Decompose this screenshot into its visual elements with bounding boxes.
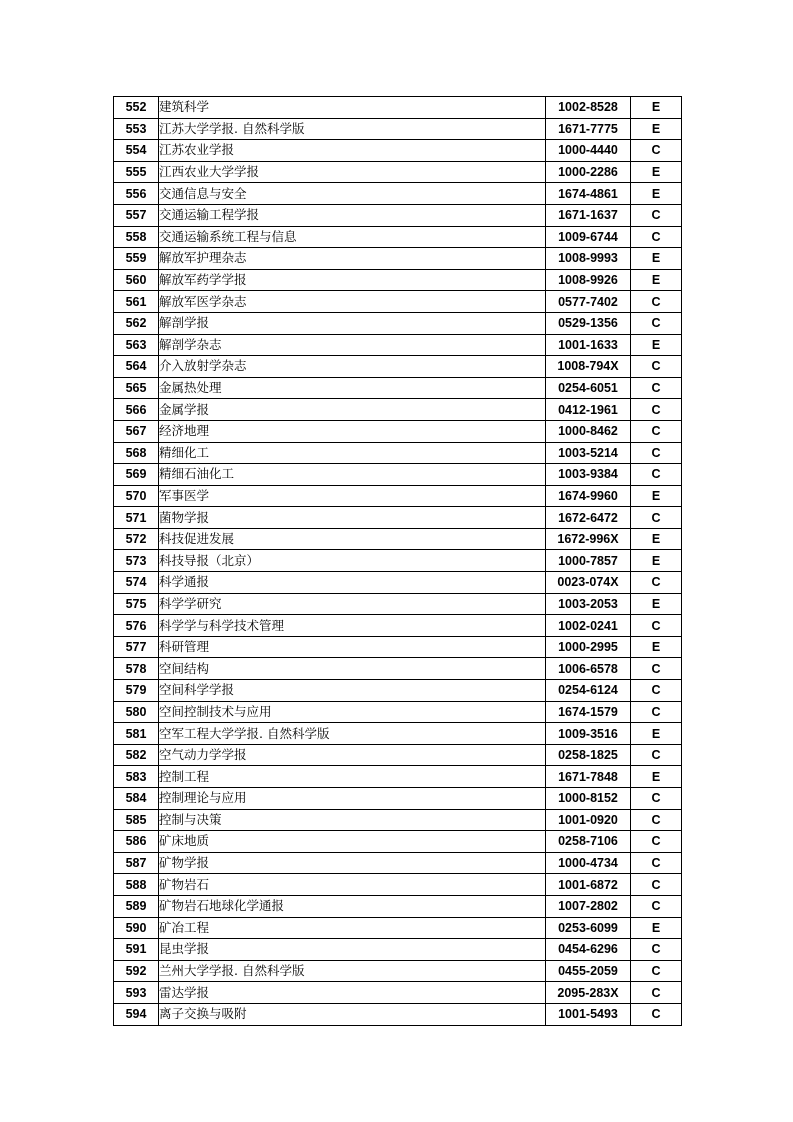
issn-code: 1006-6578 [546,658,631,680]
table-row [114,982,682,1004]
journal-name: 空气动力学学报 [159,744,546,766]
classification-code: C [631,744,682,766]
classification-code: E [631,161,682,183]
journal-name: 空间结构 [159,658,546,680]
row-number: 593 [114,982,159,1004]
classification-code: E [631,528,682,550]
issn-code: 0454-6296 [546,939,631,961]
journal-name: 金属学报 [159,399,546,421]
journal-name: 矿冶工程 [159,917,546,939]
row-number: 555 [114,161,159,183]
issn-code: 1009-3516 [546,723,631,745]
row-number: 588 [114,874,159,896]
journal-name: 江苏大学学报. 自然科学版 [159,118,546,140]
classification-code: E [631,723,682,745]
row-number: 554 [114,140,159,162]
table-row [114,874,682,896]
journal-name: 昆虫学报 [159,939,546,961]
issn-code: 1000-2286 [546,161,631,183]
issn-code: 1000-2995 [546,636,631,658]
classification-code: C [631,291,682,313]
journal-name: 科学通报 [159,572,546,594]
row-number: 552 [114,97,159,119]
table-row [114,420,682,442]
issn-code: 1671-1637 [546,204,631,226]
table-row [114,291,682,313]
classification-code: C [631,1003,682,1025]
journal-name: 江苏农业学报 [159,140,546,162]
table-row [114,97,682,119]
journal-name: 空间科学学报 [159,680,546,702]
row-number: 590 [114,917,159,939]
row-number: 586 [114,831,159,853]
journal-name: 科研管理 [159,636,546,658]
journal-name: 科技促进发展 [159,528,546,550]
journal-name: 矿物岩石 [159,874,546,896]
issn-code: 1671-7775 [546,118,631,140]
journal-name: 解放军药学学报 [159,269,546,291]
table-row [114,895,682,917]
journal-name: 兰州大学学报. 自然科学版 [159,960,546,982]
issn-code: 1000-4440 [546,140,631,162]
classification-code: E [631,269,682,291]
table-row [114,442,682,464]
row-number: 556 [114,183,159,205]
row-number: 580 [114,701,159,723]
row-number: 585 [114,809,159,831]
issn-code: 1000-7857 [546,550,631,572]
table-row [114,788,682,810]
journal-name: 雷达学报 [159,982,546,1004]
journal-name: 解剖学杂志 [159,334,546,356]
row-number: 569 [114,464,159,486]
row-number: 557 [114,204,159,226]
classification-code: E [631,917,682,939]
issn-code: 1003-5214 [546,442,631,464]
issn-code: 0254-6051 [546,377,631,399]
classification-code: E [631,118,682,140]
row-number: 581 [114,723,159,745]
row-number: 563 [114,334,159,356]
row-number: 583 [114,766,159,788]
issn-code: 1674-1579 [546,701,631,723]
journal-name: 精细石油化工 [159,464,546,486]
classification-code: E [631,248,682,270]
issn-code: 1003-9384 [546,464,631,486]
classification-code: C [631,939,682,961]
table-row [114,744,682,766]
journal-name: 交通运输系统工程与信息 [159,226,546,248]
journal-name: 空军工程大学学报. 自然科学版 [159,723,546,745]
table-row [114,917,682,939]
classification-code: C [631,615,682,637]
classification-code: C [631,852,682,874]
journal-table-body [114,97,682,1026]
row-number: 577 [114,636,159,658]
table-row [114,680,682,702]
row-number: 592 [114,960,159,982]
journal-name: 交通信息与安全 [159,183,546,205]
journal-name: 交通运输工程学报 [159,204,546,226]
issn-code: 1001-1633 [546,334,631,356]
issn-code: 1672-6472 [546,507,631,529]
classification-code: C [631,895,682,917]
table-row [114,658,682,680]
table-row [114,939,682,961]
row-number: 565 [114,377,159,399]
row-number: 553 [114,118,159,140]
issn-code: 1000-4734 [546,852,631,874]
classification-code: E [631,550,682,572]
table-row [114,356,682,378]
classification-code: C [631,356,682,378]
journal-name: 科学学研究 [159,593,546,615]
classification-code: C [631,420,682,442]
table-row [114,528,682,550]
classification-code: C [631,377,682,399]
table-row [114,226,682,248]
row-number: 560 [114,269,159,291]
issn-code: 0529-1356 [546,312,631,334]
issn-code: 0253-6099 [546,917,631,939]
journal-name: 控制与决策 [159,809,546,831]
table-row [114,485,682,507]
classification-code: E [631,636,682,658]
table-row [114,334,682,356]
row-number: 591 [114,939,159,961]
row-number: 564 [114,356,159,378]
issn-code: 1001-5493 [546,1003,631,1025]
classification-code: C [631,701,682,723]
issn-code: 1002-0241 [546,615,631,637]
issn-code: 1672-996X [546,528,631,550]
table-row [114,701,682,723]
table-row [114,183,682,205]
journal-name: 解放军护理杂志 [159,248,546,270]
table-row [114,593,682,615]
table-row [114,269,682,291]
row-number: 594 [114,1003,159,1025]
table-row [114,248,682,270]
classification-code: E [631,766,682,788]
classification-code: C [631,572,682,594]
table-row [114,766,682,788]
table-row [114,464,682,486]
journal-name: 控制工程 [159,766,546,788]
journal-name: 科技导报（北京） [159,550,546,572]
row-number: 582 [114,744,159,766]
journal-name: 江西农业大学学报 [159,161,546,183]
issn-code: 0254-6124 [546,680,631,702]
classification-code: E [631,97,682,119]
issn-code: 1007-2802 [546,895,631,917]
journal-name: 金属热处理 [159,377,546,399]
table-row [114,723,682,745]
issn-code: 1674-9960 [546,485,631,507]
issn-code: 1002-8528 [546,97,631,119]
row-number: 579 [114,680,159,702]
classification-code: C [631,658,682,680]
row-number: 584 [114,788,159,810]
table-row [114,615,682,637]
issn-code: 0455-2059 [546,960,631,982]
row-number: 570 [114,485,159,507]
issn-code: 0258-1825 [546,744,631,766]
classification-code: C [631,788,682,810]
table-row [114,377,682,399]
row-number: 576 [114,615,159,637]
classification-code: E [631,593,682,615]
table-row [114,507,682,529]
journal-name: 离子交换与吸附 [159,1003,546,1025]
issn-code: 0412-1961 [546,399,631,421]
row-number: 567 [114,420,159,442]
journal-name: 菌物学报 [159,507,546,529]
classification-code: C [631,226,682,248]
table-row [114,399,682,421]
table-row [114,118,682,140]
table-row [114,161,682,183]
issn-code: 0023-074X [546,572,631,594]
issn-code: 0258-7106 [546,831,631,853]
journal-name: 介入放射学杂志 [159,356,546,378]
journal-name: 科学学与科学技术管理 [159,615,546,637]
issn-code: 1003-2053 [546,593,631,615]
row-number: 562 [114,312,159,334]
classification-code: C [631,809,682,831]
table-row [114,636,682,658]
row-number: 558 [114,226,159,248]
classification-code: C [631,140,682,162]
table-row [114,852,682,874]
journal-name: 精细化工 [159,442,546,464]
classification-code: C [631,399,682,421]
journal-name: 建筑科学 [159,97,546,119]
row-number: 578 [114,658,159,680]
journal-name: 经济地理 [159,420,546,442]
row-number: 571 [114,507,159,529]
row-number: 573 [114,550,159,572]
classification-code: E [631,183,682,205]
issn-code: 1008-794X [546,356,631,378]
row-number: 575 [114,593,159,615]
issn-code: 1008-9993 [546,248,631,270]
row-number: 561 [114,291,159,313]
issn-code: 0577-7402 [546,291,631,313]
classification-code: E [631,485,682,507]
table-row [114,204,682,226]
classification-code: C [631,464,682,486]
row-number: 572 [114,528,159,550]
journal-name: 矿物岩石地球化学通报 [159,895,546,917]
table-row [114,1003,682,1025]
classification-code: E [631,334,682,356]
journal-name: 矿物学报 [159,852,546,874]
row-number: 568 [114,442,159,464]
issn-code: 1008-9926 [546,269,631,291]
issn-code: 1671-7848 [546,766,631,788]
row-number: 559 [114,248,159,270]
journal-name: 解放军医学杂志 [159,291,546,313]
journal-table [113,96,682,1026]
journal-name: 矿床地质 [159,831,546,853]
issn-code: 1001-0920 [546,809,631,831]
table-row [114,312,682,334]
table-row [114,572,682,594]
classification-code: C [631,507,682,529]
row-number: 587 [114,852,159,874]
table-row [114,960,682,982]
row-number: 589 [114,895,159,917]
issn-code: 1001-6872 [546,874,631,896]
journal-name: 军事医学 [159,485,546,507]
issn-code: 1000-8152 [546,788,631,810]
journal-name: 控制理论与应用 [159,788,546,810]
classification-code: C [631,680,682,702]
table-row [114,140,682,162]
row-number: 566 [114,399,159,421]
table-row [114,550,682,572]
classification-code: C [631,960,682,982]
classification-code: C [631,831,682,853]
classification-code: C [631,442,682,464]
classification-code: C [631,982,682,1004]
classification-code: C [631,874,682,896]
row-number: 574 [114,572,159,594]
classification-code: C [631,204,682,226]
classification-code: C [631,312,682,334]
table-row [114,809,682,831]
issn-code: 1009-6744 [546,226,631,248]
journal-name: 空间控制技术与应用 [159,701,546,723]
issn-code: 1674-4861 [546,183,631,205]
table-row [114,831,682,853]
issn-code: 2095-283X [546,982,631,1004]
issn-code: 1000-8462 [546,420,631,442]
journal-name: 解剖学报 [159,312,546,334]
